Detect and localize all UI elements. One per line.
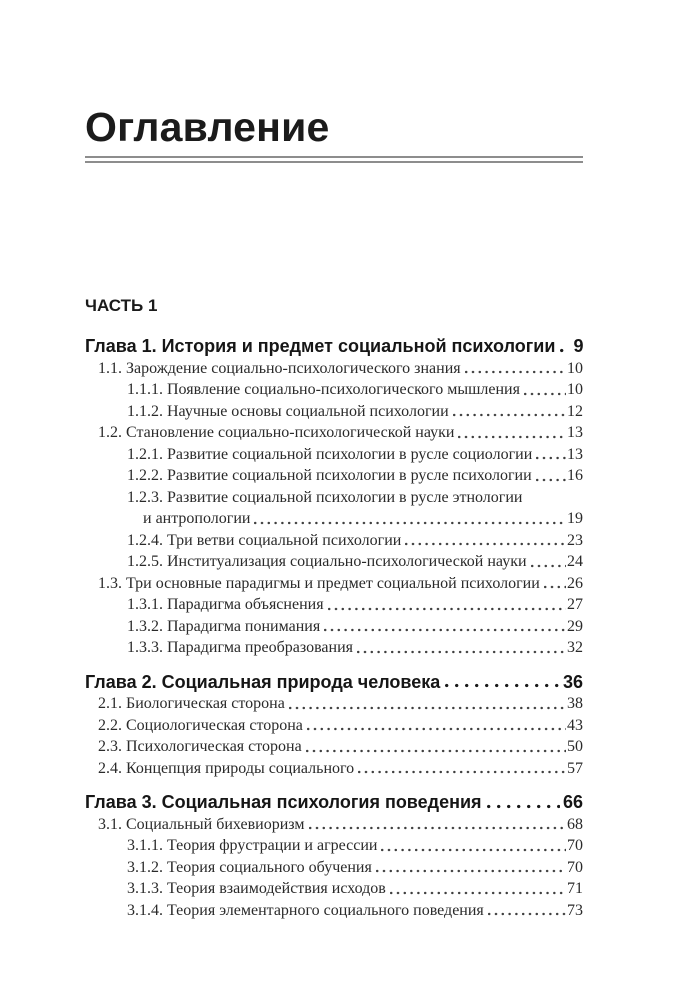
toc-entry-row (85, 444, 583, 466)
entry-label: 1.2.2. Развитие социальной психологии в русле психологии (127, 467, 532, 484)
page-number: 9 (573, 336, 584, 356)
page-number: 19 (567, 510, 583, 527)
part-heading: ЧАСТЬ 1 (85, 296, 158, 315)
entry-label: 1.1. Зарождение социально-психологического знания (98, 359, 461, 377)
dot-leader (306, 748, 566, 754)
page-number: 70 (567, 837, 583, 854)
entry-label: 2.3. Психологическая сторона (98, 738, 302, 755)
dot-leader (358, 769, 566, 775)
dot-leader (453, 412, 566, 418)
page-number: 13 (567, 445, 583, 463)
page-number: 10 (567, 359, 583, 377)
page-number: 36 (562, 671, 583, 692)
dot-leader (357, 649, 566, 655)
entry-label: 1.3.2. Парадигма понимания (127, 617, 321, 635)
toc-entry-row (85, 530, 583, 552)
page-number: 70 (567, 858, 583, 876)
dot-leader (381, 847, 566, 853)
page-number: 73 (567, 901, 583, 919)
entry-label: 3.1. Социальный бихевиоризм (98, 815, 305, 833)
dot-leader (405, 541, 566, 547)
entry-label: 2.4. Концепция природы социального (98, 759, 355, 777)
page-number: 66 (562, 792, 583, 812)
toc-entry-row (85, 835, 583, 857)
toc-entry-row (85, 401, 583, 423)
toc-entry-row (85, 857, 583, 879)
chapter-label: Глава 1. История и предмет социальной психологии (85, 336, 556, 356)
page-number: 71 (567, 880, 583, 897)
toc-chapter-row (85, 336, 583, 358)
toc-entry-row (85, 465, 583, 487)
entry-label: 1.2.1. Развитие социальной психологии в русле социологии (127, 445, 533, 463)
dot-leader (524, 391, 566, 397)
dot-leader (458, 434, 566, 440)
entry-label: 3.1.1. Теория фрустрации и агрессии (127, 837, 378, 854)
page-number: 50 (567, 738, 583, 755)
entry-label: 1.1.1. Появление социально-психологического мышления (127, 381, 520, 398)
toc-entry-row (85, 814, 583, 836)
dot-leader (324, 627, 566, 633)
page-title: Оглавление (85, 104, 330, 150)
page-number: 38 (567, 695, 583, 712)
dot-leader (544, 584, 566, 590)
entry-label: 3.1.2. Теория социального обучения (127, 858, 372, 876)
toc-entry-row (85, 573, 583, 595)
toc-entry-row (85, 616, 583, 638)
entry-label: 2.1. Биологическая сторона (98, 695, 285, 712)
page-number: 29 (567, 617, 583, 635)
toc-chapter-row (85, 792, 583, 814)
dot-leader (254, 520, 566, 526)
toc-entry-row (85, 594, 583, 616)
dot-leader (531, 563, 566, 569)
dot-leader (328, 606, 566, 612)
page-number: 10 (567, 381, 583, 398)
entry-label: 1.3.1. Парадигма объяснения (127, 596, 324, 613)
dot-leader (289, 705, 566, 711)
page-number: 32 (567, 639, 583, 656)
page-number: 43 (567, 716, 583, 734)
toc-entry-row (85, 900, 583, 922)
page-number: 24 (567, 553, 583, 570)
entry-label: 1.2.3. Развитие социальной психологии в русле этнологии (127, 488, 523, 506)
dot-leader (376, 868, 566, 874)
entry-continuation-label: и антропологии (143, 510, 251, 527)
entry-label: 3.1.4. Теория элементарного социального поведения (127, 901, 484, 919)
dot-leader (390, 890, 566, 896)
chapter-label: Глава 2. Социальная природа человека (85, 671, 441, 692)
entry-label: 1.2. Становление социально-психологической науки (98, 424, 455, 441)
dot-leader (465, 369, 566, 375)
page-number: 26 (567, 574, 583, 592)
toc-entry-row (85, 637, 583, 659)
page-number: 68 (567, 815, 583, 833)
page-number: 16 (567, 467, 583, 484)
page-number: 13 (567, 424, 583, 441)
toc-chapter-row (85, 672, 583, 694)
dot-leader (536, 477, 566, 483)
dot-leader (487, 803, 560, 810)
toc-entry-row (85, 715, 583, 737)
entry-label: 1.3. Три основные парадигмы и предмет социальной психологии (98, 574, 540, 592)
toc-entry-row (85, 379, 583, 401)
dot-leader (309, 825, 567, 831)
chapter-label: Глава 3. Социальная психология поведения (85, 792, 482, 812)
page-number: 57 (567, 759, 583, 777)
toc-list (85, 336, 583, 921)
toc-entry-continuation-row (85, 508, 583, 530)
entry-label: 1.2.4. Три ветви социальной психологии (127, 531, 402, 549)
title-underline-rule (85, 156, 583, 163)
toc-entry-row (85, 422, 583, 444)
toc-entry-row (85, 551, 583, 573)
toc-entry-row (85, 736, 583, 758)
toc-entry-row (85, 358, 583, 380)
page-number: 12 (567, 402, 583, 420)
entry-label: 1.2.5. Институализация социально-психологической науки (127, 553, 527, 570)
entry-label: 1.1.2. Научные основы социальной психологии (127, 402, 449, 420)
dot-leader (536, 455, 566, 461)
toc-entry-row (85, 487, 583, 509)
entry-label: 3.1.3. Теория взаимодействия исходов (127, 880, 386, 897)
entry-label: 2.2. Социологическая сторона (98, 716, 303, 734)
dot-leader (445, 682, 560, 689)
dot-leader (560, 347, 570, 354)
toc-entry-row (85, 758, 583, 780)
page-content (85, 0, 583, 921)
toc-entry-row (85, 878, 583, 900)
dot-leader (307, 726, 566, 732)
entry-label: 1.3.3. Парадигма преобразования (127, 639, 353, 656)
page-number: 23 (567, 531, 583, 549)
toc-entry-row (85, 693, 583, 715)
dot-leader (488, 911, 566, 917)
page-number: 27 (567, 596, 583, 613)
